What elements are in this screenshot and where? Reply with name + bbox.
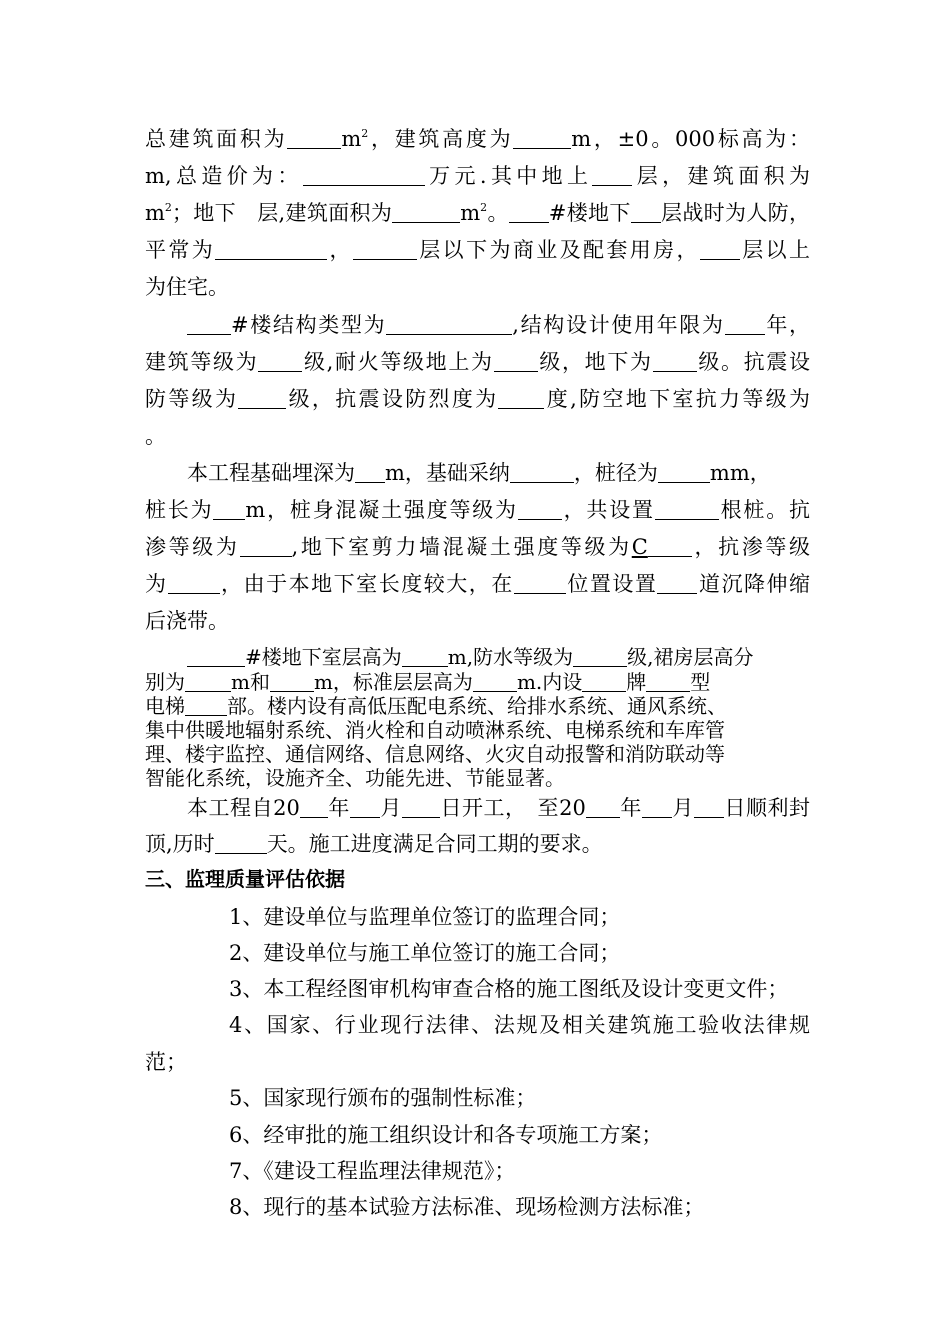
list-item: 3、本工程经图审机构审查合格的施工图纸及设计变更文件； [229, 977, 789, 1001]
list-item: 1、建设单位与监理单位签订的监理合同； [229, 905, 621, 929]
fill-blank[interactable] [509, 202, 549, 223]
fill-blank[interactable] [642, 797, 672, 818]
text-line: 本工程基础埋深为 m，基础采纳 ，桩径为 mm， [187, 461, 771, 485]
fill-blank[interactable] [213, 499, 245, 520]
fill-blank[interactable] [303, 165, 425, 186]
fill-blank[interactable] [657, 573, 697, 594]
fill-blank[interactable] [168, 573, 220, 594]
fill-blank[interactable] [185, 695, 227, 716]
list-item: 5、国家现行颁布的强制性标准； [229, 1086, 537, 1110]
fill-blank[interactable] [658, 462, 710, 483]
fill-blank[interactable] [402, 646, 448, 667]
fill-blank[interactable] [240, 536, 292, 557]
text-line: 顶,历时 天。施工进度满足合同工期的要求。 [145, 832, 603, 856]
fill-blank[interactable] [582, 671, 626, 692]
fill-blank[interactable] [187, 314, 231, 335]
fill-blank[interactable] [592, 165, 632, 186]
fill-blank[interactable] [498, 388, 544, 409]
fill-blank[interactable] [648, 536, 692, 557]
fill-blank[interactable] [215, 239, 327, 260]
fill-blank[interactable] [238, 388, 286, 409]
fill-blank[interactable] [215, 833, 267, 854]
text-line: 平常为 ， 层以下为商业及配套用房， 层以上 [145, 238, 810, 262]
text-line: 后浇带。 [145, 609, 229, 633]
fill-blank[interactable] [402, 797, 440, 818]
fill-blank[interactable] [510, 462, 574, 483]
fill-blank[interactable] [258, 351, 302, 372]
fill-blank[interactable] [586, 797, 620, 818]
list-item: 8、现行的基本试验方法标准、现场检测方法标准； [229, 1195, 705, 1219]
text-line: 集中供暖地辐射系统、消火栓和自动喷淋系统、电梯系统和车库管 [145, 718, 725, 742]
fill-blank[interactable] [514, 573, 566, 594]
text-line: 总建筑面积为 $m^2$，建筑高度为 m，±0。000标高为： [145, 127, 810, 151]
text-line: #楼地下室层高为 m,防水等级为 级,裙房层高分 [187, 645, 810, 669]
text-line: 电梯 部。楼内设有高低压配电系统、给排水系统、通风系统、 [145, 694, 727, 718]
text-line: $m^2$；地下 层,建筑面积为 $m^2$。 #楼地下 层战时为人防， [145, 201, 810, 225]
fill-blank[interactable] [694, 797, 724, 818]
text-line: 别为 m和 m，标准层层高为 m.内设 牌 型 [145, 670, 711, 694]
text-line: 渗等级为 ,地下室剪力墙混凝土强度等级为C ，抗渗等级 [145, 535, 810, 559]
text-line: 建筑等级为 级,耐火等级地上为 级，地下为 级。抗震设 [145, 350, 810, 374]
fill-blank[interactable] [392, 202, 460, 223]
fill-blank[interactable] [350, 797, 380, 818]
text-line: 为住宅。 [145, 275, 229, 299]
fill-blank[interactable] [473, 671, 517, 692]
list-item-continuation: 范； [145, 1050, 187, 1074]
text-line: 。 [145, 424, 166, 448]
fill-blank[interactable] [646, 671, 690, 692]
fill-blank[interactable] [655, 499, 719, 520]
list-item: 6、经审批的施工组织设计和各专项施工方案； [229, 1123, 663, 1147]
fill-blank[interactable] [700, 239, 740, 260]
fill-blank[interactable] [513, 128, 571, 149]
fill-blank[interactable] [353, 239, 417, 260]
list-item: 2、建设单位与施工单位签订的施工合同； [229, 941, 621, 965]
fill-blank[interactable] [287, 128, 341, 149]
fill-blank[interactable] [185, 671, 231, 692]
fill-blank[interactable] [187, 646, 245, 667]
text-line: 桩长为 m，桩身混凝土强度等级为 ，共设置 根桩。抗 [145, 498, 810, 522]
text-line: 智能化系统，设施齐全、功能先进、节能显著。 [145, 766, 565, 790]
fill-blank[interactable] [573, 646, 627, 667]
fill-blank[interactable] [518, 499, 562, 520]
text-line: 本工程自20 年 月 日开工， 至20 年 月 日顺利封 [187, 796, 810, 820]
fill-blank[interactable] [270, 671, 314, 692]
text-line: 为 ，由于本地下室长度较大，在 位置设置 道沉降伸缩 [145, 572, 810, 596]
fill-blank[interactable] [653, 351, 697, 372]
fill-blank[interactable] [494, 351, 538, 372]
list-item: 4、国家、行业现行法律、法规及相关建筑施工验收法律规 [229, 1013, 810, 1037]
text-line: #楼结构类型为 ,结构设计使用年限为 年， [187, 312, 810, 338]
section-heading: 三、监理质量评估依据 [145, 867, 345, 891]
fill-blank[interactable] [386, 314, 512, 335]
list-item: 7、《建设工程监理法律规范》； [229, 1159, 516, 1183]
fill-blank[interactable] [355, 462, 385, 483]
text-line: 理、楼宇监控、通信网络、信息网络、火灾自动报警和消防联动等 [145, 742, 725, 766]
text-line: m,总造价为： 万元.其中地上 层，建筑面积为 [145, 164, 810, 188]
fill-blank[interactable] [631, 202, 661, 223]
text-line: 防等级为 级，抗震设防烈度为 度,防空地下室抗力等级为 [145, 387, 810, 411]
fill-blank[interactable] [725, 314, 765, 335]
fill-blank[interactable] [300, 797, 328, 818]
